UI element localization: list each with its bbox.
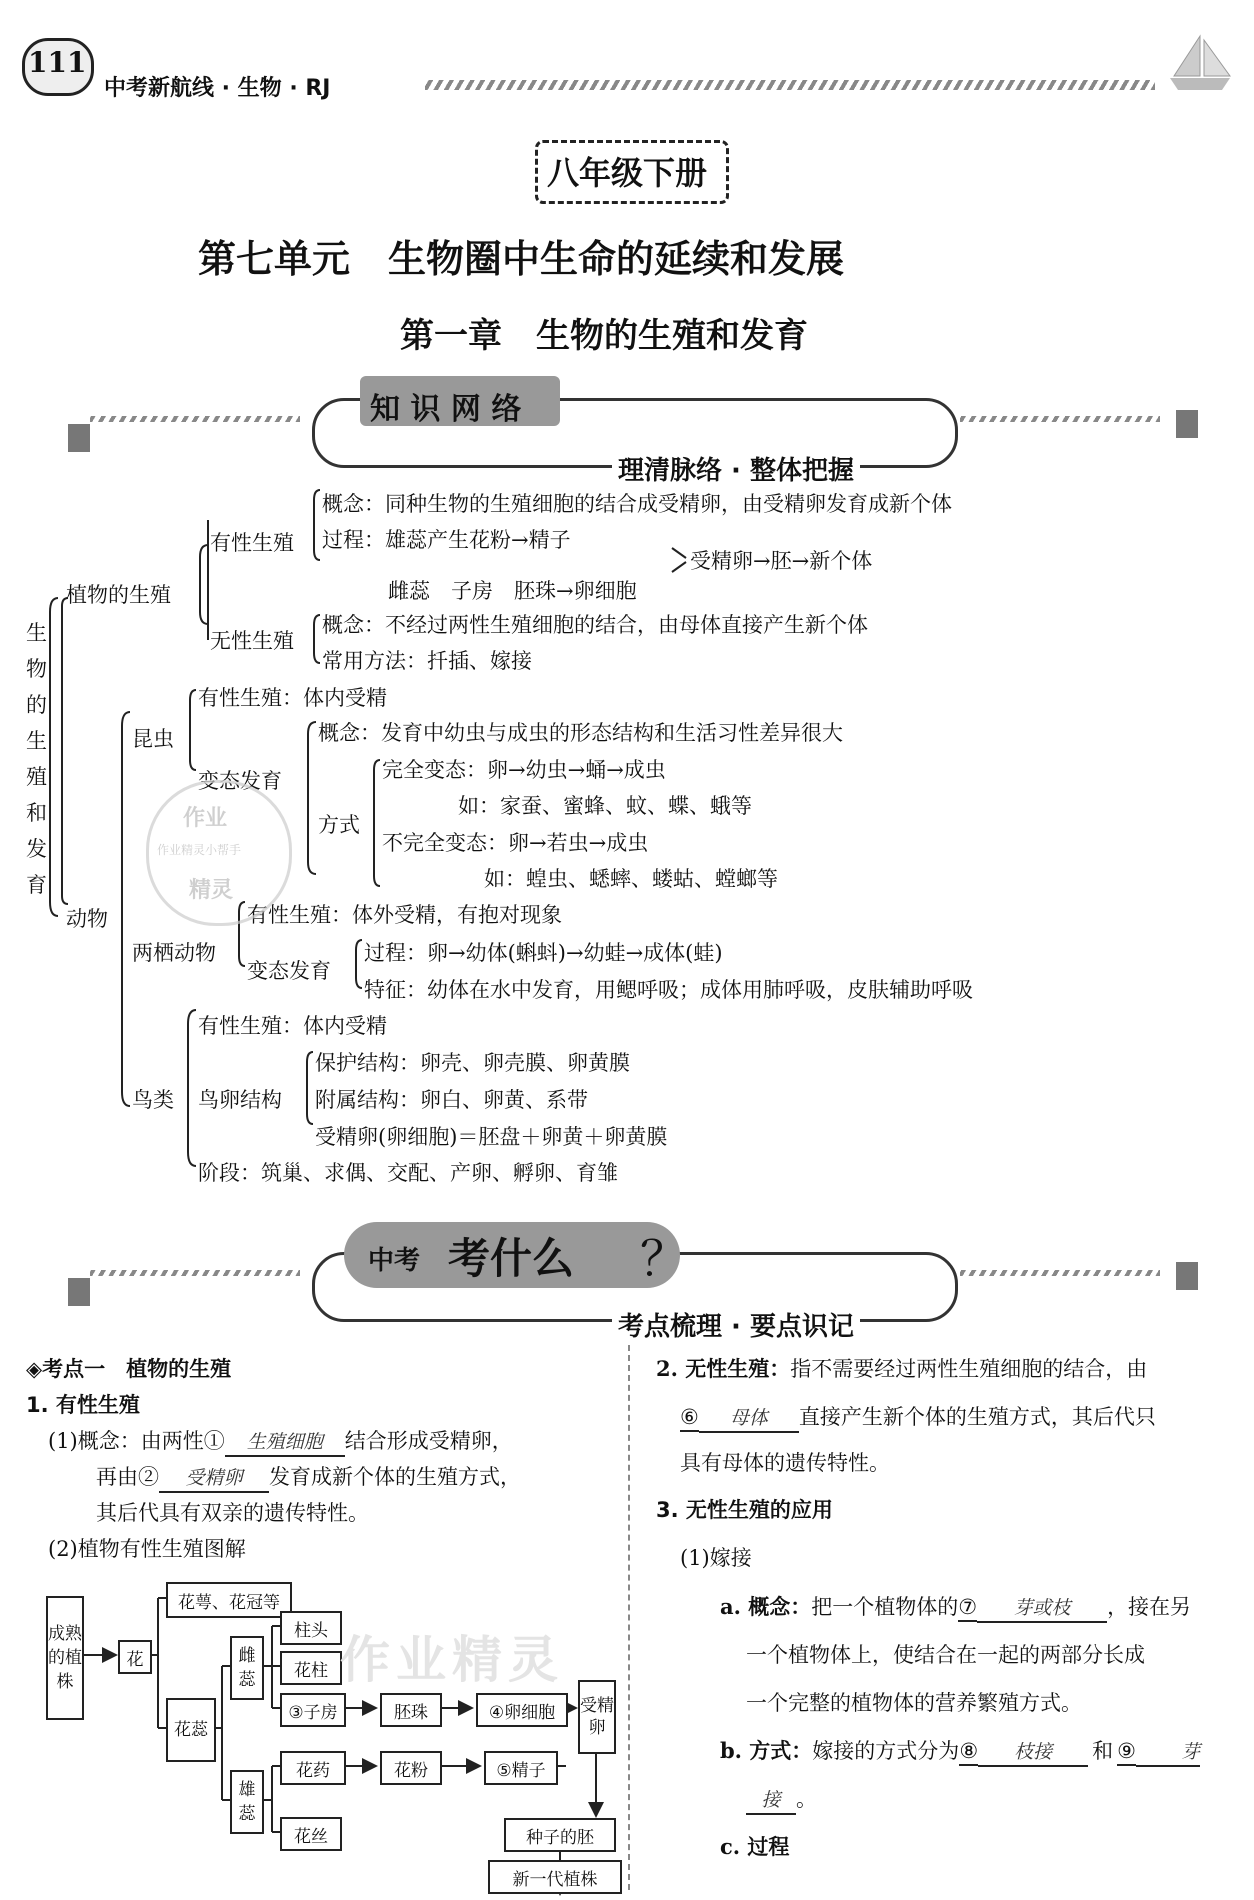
tree-bird: 鸟类 [132, 1088, 174, 1112]
box-pistil: 雌蕊 [230, 1636, 264, 1700]
tree-plant-sexual: 有性生殖 [210, 531, 294, 555]
tree-incomplete: 不完全变态：卵→若虫→成虫 [382, 831, 649, 855]
box-pollen: 花粉 [380, 1751, 442, 1785]
box-sperm: ⑤精子 [484, 1751, 558, 1785]
right-line1: 2. 无性生殖：指不需要经过两性生殖细胞的结合，由 [656, 1356, 1148, 1381]
box-pistil-group: 花蕊 [166, 1698, 216, 1762]
banner2-square-right [1176, 1262, 1198, 1290]
box-egg: ④卵细胞 [476, 1693, 568, 1727]
banner1-title: 知 识 网 络 [370, 392, 522, 427]
right-gc: c. 过程 [720, 1834, 790, 1859]
tree-plant-sexual-process2: 雌蕊 子房 胚珠→卵细胞 [388, 579, 637, 603]
banner2-dash-right [960, 1270, 1160, 1276]
box-ovule: 胚珠 [380, 1693, 442, 1727]
tree-insect-meta-concept: 概念：发育中幼虫与成虫的形态结构和生活习性差异很大 [318, 721, 843, 745]
banner2-title-a: 中考 [368, 1246, 421, 1276]
left-h2: (2)植物有性生殖图解 [48, 1537, 246, 1561]
tree-insect-sexual: 有性生殖：体内受精 [198, 686, 387, 710]
grade-label: 八年级下册 [547, 154, 708, 192]
box-anther: 花药 [280, 1751, 346, 1785]
tree-amph-process: 过程：卵→幼体(蝌蚪)→幼蛙→成体(蛙) [364, 941, 723, 965]
tree-bird-egg1: 保护结构：卵壳、卵壳膜、卵黄膜 [315, 1051, 630, 1075]
banner2-subtitle: 考点梳理 · 要点识记 [612, 1306, 860, 1343]
tree-bird-egg3: 受精卵(卵细胞)＝胚盘＋卵黄＋卵黄膜 [315, 1125, 668, 1149]
kp-diamond-icon: ◈ [26, 1357, 43, 1381]
box-mature-plant: 成熟的植株 [46, 1596, 84, 1720]
tree-plant: 植物的生殖 [66, 583, 171, 607]
tree-amph-meta: 变态发育 [247, 959, 331, 983]
right-line3: 具有母体的遗传特性。 [680, 1451, 890, 1475]
unit-title: 第七单元 生物圈中生命的延续和发展 [198, 237, 845, 281]
tree-incomplete-eg: 如：蝗虫、蟋蟀、蝼蛄、螳螂等 [484, 867, 778, 891]
box-flower: 花 [118, 1640, 152, 1674]
box-filament: 花丝 [280, 1817, 342, 1851]
left-h1: 1. 有性生殖 [26, 1393, 140, 1417]
chapter-title: 第一章 生物的生殖和发育 [400, 316, 808, 356]
tree-insect: 昆虫 [132, 727, 174, 751]
banner2-title-b: 考什么 [448, 1234, 575, 1283]
box-sepal: 花萼、花冠等 [166, 1582, 292, 1618]
tree-amph-feature: 特征：幼体在水中发育，用鳃呼吸；成体用肺呼吸，皮肤辅助呼吸 [364, 978, 973, 1002]
tree-plant-asexual-methods: 常用方法：扦插、嫁接 [322, 649, 532, 673]
right-h3: 3. 无性生殖的应用 [656, 1498, 833, 1522]
box-fertilized-egg: 受精卵 [578, 1680, 616, 1754]
box-style: 花柱 [280, 1651, 342, 1685]
diagram-watermark: 作业精灵 [340, 1631, 564, 1689]
left-line1: (1)概念：由两性① 生殖细胞 结合形成受精卵， [48, 1428, 513, 1457]
box-new-plant: 新一代植株 [488, 1860, 622, 1894]
right-ga-line2: 一个植物体上，使结合在一起的两部分长成 [746, 1643, 1145, 1667]
banner2-title-c: ？ [640, 1231, 689, 1287]
tree-animal: 动物 [66, 907, 108, 931]
tree-plant-sexual-result: 受精卵→胚→新个体 [690, 549, 873, 573]
tree-complete: 完全变态：卵→幼虫→蛹→成虫 [382, 758, 666, 782]
left-line3: 其后代具有双亲的遗传特性。 [96, 1501, 369, 1525]
tree-plant-sexual-concept: 概念：同种生物的生殖细胞的结合成受精卵，由受精卵发育成新个体 [322, 492, 952, 516]
page-number: 111 [28, 46, 87, 79]
tree-bird-stage: 阶段：筑巢、求偶、交配、产卵、孵卵、育雏 [198, 1161, 618, 1185]
right-gb-line1: b. 方式：嫁接的方式分为⑧ 枝接 和 ⑨ 芽 [720, 1738, 1200, 1767]
tree-plant-sexual-process1: 过程：雄蕊产生花粉→精子 [322, 528, 571, 552]
tree-amphibian: 两栖动物 [132, 941, 216, 965]
right-line2: ⑥ 母体 直接产生新个体的生殖方式，其后代只 [680, 1404, 1156, 1433]
box-stamen: 雄蕊 [230, 1770, 264, 1834]
right-ga-line3: 一个完整的植物体的营养繁殖方式。 [746, 1691, 1082, 1715]
kp1-title: ◈考点一 植物的生殖 [26, 1357, 232, 1381]
box-ovary: ③子房 [280, 1693, 346, 1727]
tree-plant-asexual: 无性生殖 [210, 629, 294, 653]
tree-plant-asexual-concept: 概念：不经过两性生殖细胞的结合，由母体直接产生新个体 [322, 613, 868, 637]
left-line2: 再由② 受精卵 发育成新个体的生殖方式， [96, 1464, 521, 1493]
tree-insect-meta: 变态发育 [198, 769, 282, 793]
tree-root: 生物的生殖和发育 [26, 621, 47, 897]
tree-complete-eg: 如：家蚕、蜜蜂、蚊、蝶、蛾等 [458, 794, 752, 818]
right-graft: (1)嫁接 [680, 1546, 752, 1570]
book-title: 中考新航线 · 生物 · RJ [104, 76, 331, 101]
stamp-watermark: 作业 作业精灵小帮手 精灵 [146, 780, 292, 926]
banner1-subtitle: 理清脉络 · 整体把握 [612, 450, 860, 487]
tree-bird-egg2: 附属结构：卵白、卵黄、系带 [315, 1088, 588, 1112]
tree-insect-method: 方式 [318, 813, 360, 837]
right-ga-line1: a. 概念：把一个植物体的⑦ 芽或枝 ，接在另 [720, 1594, 1191, 1623]
box-stigma: 柱头 [280, 1611, 342, 1645]
box-embryo: 种子的胚 [504, 1818, 616, 1852]
tree-amph-sexual: 有性生殖：体外受精，有抱对现象 [247, 903, 562, 927]
tree-bird-egg: 鸟卵结构 [198, 1088, 282, 1112]
right-gb-line2: 接 。 [746, 1786, 817, 1815]
tree-bird-sexual: 有性生殖：体内受精 [198, 1014, 387, 1038]
